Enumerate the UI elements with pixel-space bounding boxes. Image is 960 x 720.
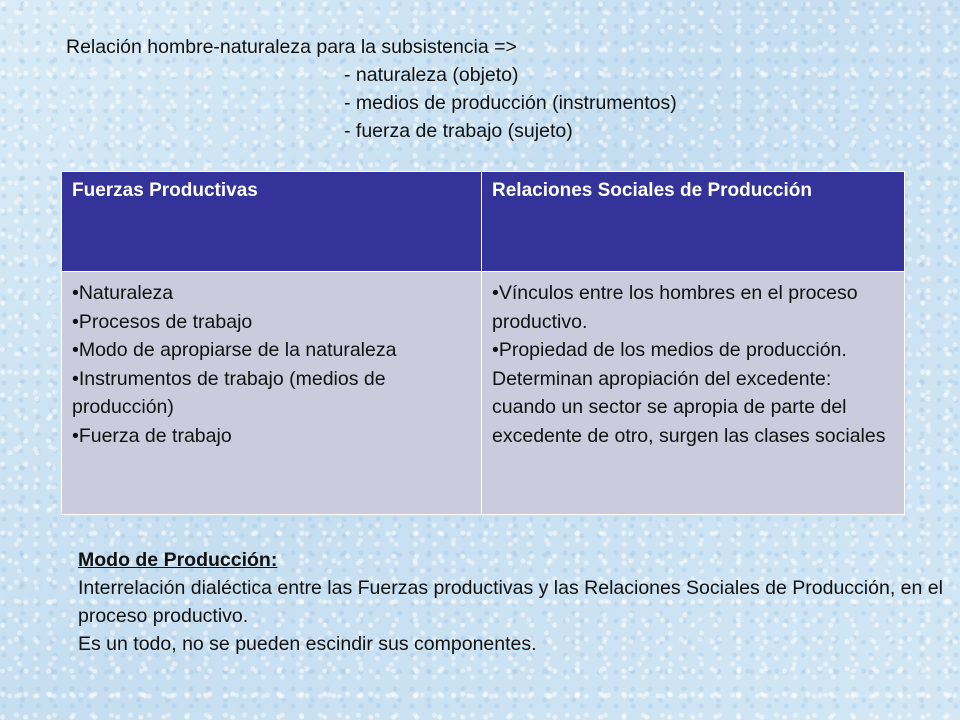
- mode-block: [78, 546, 960, 658]
- cell-relaciones-sociales: [482, 272, 905, 515]
- production-table: [61, 171, 905, 515]
- mode-note: Es un todo, no se pueden escindir sus componentes.: [78, 633, 537, 655]
- list-item: •Naturaleza: [72, 282, 174, 304]
- intro-item-fuerza: - fuerza de trabajo (sujeto): [344, 120, 573, 142]
- list-item: Determinan apropiación del excedente: cuando un sector se apropia de parte del excedente de otro, surgen las clases sociales: [492, 367, 886, 447]
- mode-title: Modo de Producción:: [78, 549, 278, 571]
- list-item: •Instrumentos de trabajo (medios de producción): [72, 367, 386, 418]
- list-item: •Fuerza de trabajo: [72, 424, 232, 447]
- list-item: •Propiedad de los medios de producción.: [492, 339, 847, 361]
- list-item: •Vínculos entre los hombres en el proceso productivo.: [492, 282, 858, 333]
- mode-definition: Interrelación dialéctica entre las Fuerzas productivas y las Relaciones Sociales de Producción, en el proceso productivo.: [78, 577, 943, 627]
- list-item: •Modo de apropiarse de la naturaleza: [72, 339, 397, 361]
- intro-heading: Relación hombre-naturaleza para la subsistencia =>: [66, 36, 517, 58]
- header-relaciones-sociales: Relaciones Sociales de Producción: [482, 172, 905, 272]
- list-item: •Procesos de trabajo: [72, 310, 253, 333]
- cell-fuerzas-productivas: [62, 272, 482, 515]
- intro-item-naturaleza: - naturaleza (objeto): [344, 64, 519, 86]
- intro-block: [66, 33, 677, 145]
- header-fuerzas-productivas: Fuerzas Productivas: [62, 172, 482, 272]
- table-header-row: [62, 172, 905, 272]
- intro-item-medios: - medios de producción (instrumentos): [344, 92, 677, 114]
- table-row: [62, 272, 905, 515]
